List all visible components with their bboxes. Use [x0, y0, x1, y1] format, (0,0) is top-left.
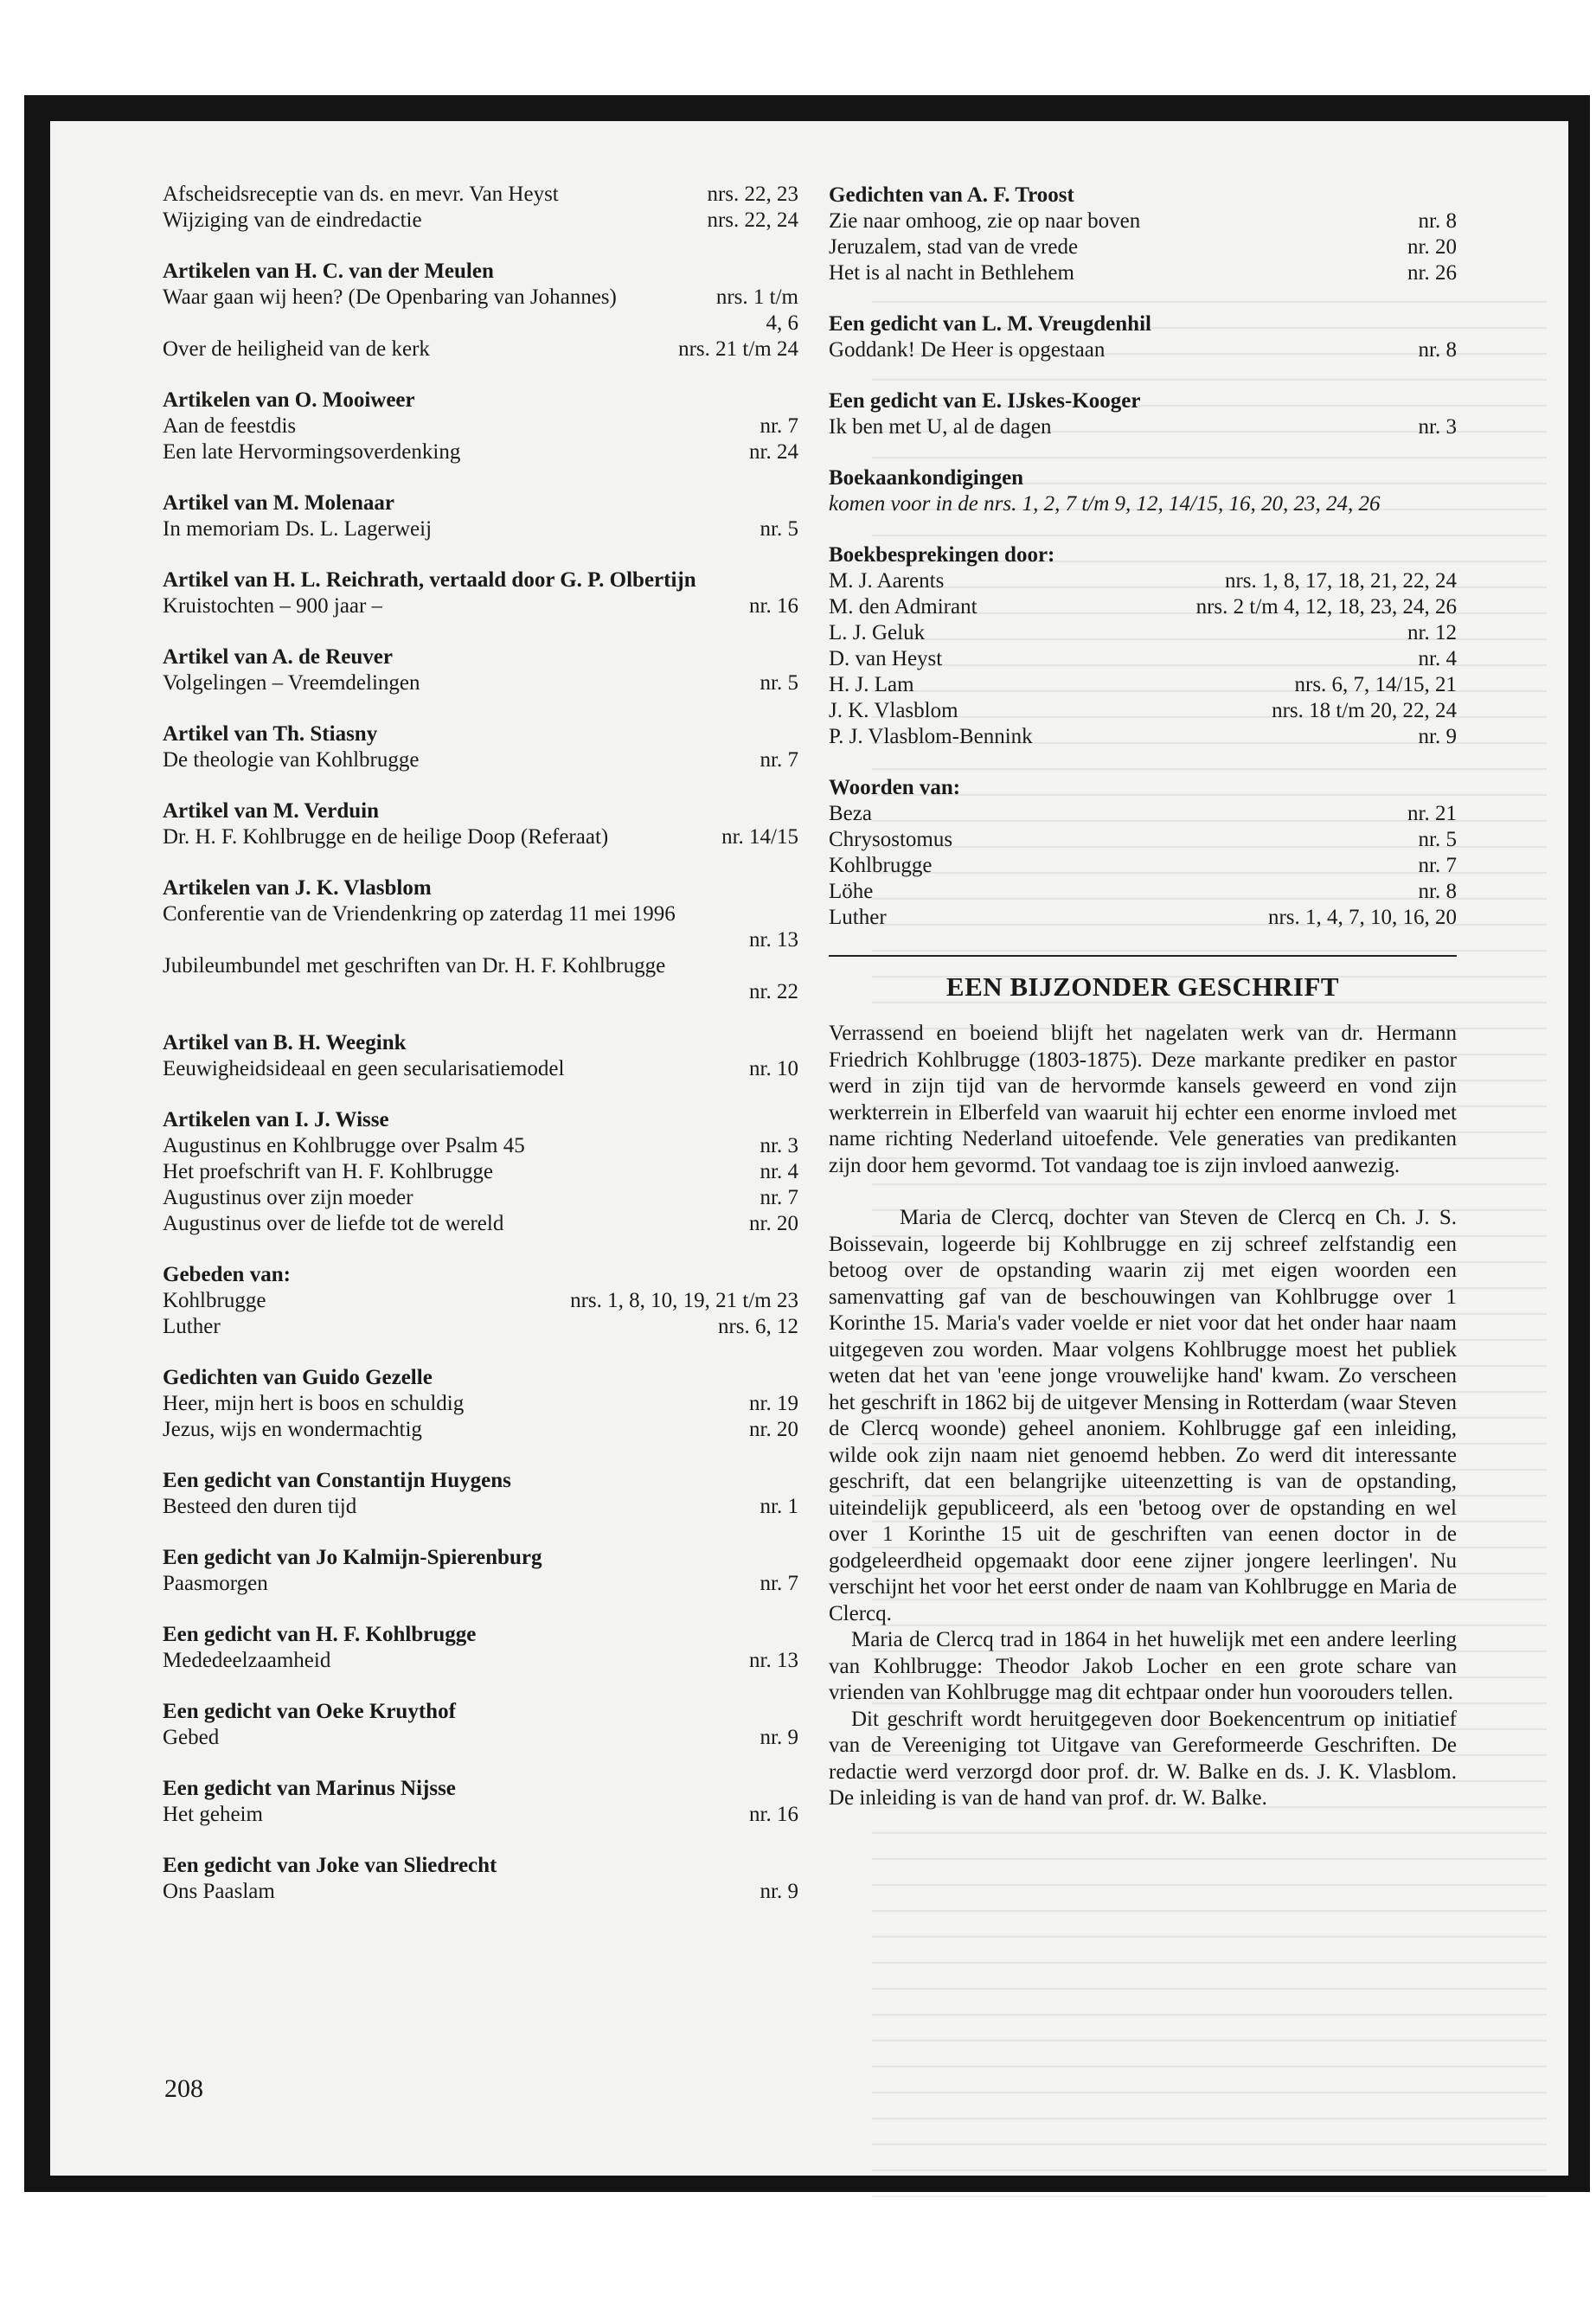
right-index-list: [829, 182, 1457, 931]
index-entry: [163, 413, 798, 439]
entry-reference: nr. 20: [749, 1212, 798, 1235]
index-section: [163, 798, 798, 850]
index-section: [829, 465, 1457, 517]
article-paragraph-2: Maria de Clercq, dochter van Steven de Clercq en Ch. J. S. Boissevain, logeerde bij Kohlbrugge en zij schreef zelfstandig een betoog over de opstanding waarin zij met eigen woorden een samenvatting gaf van de beschouwingen van Kohlbrugge over 1 Korinthe 15. Maria's vader voelde er niet voor dat het onder haar naam uitgegeven zou worden. Maar volgens Kohlbrugge moest het publiek weten dat het van 'eene jonge vrouwelijke hand' kwam. Zo verscheen het geschrift in 1862 bij de uitgever Mensing in Rotterdam (waar Steven de Clercq woonde) geheel anoniem. Kohlbrugge gaf een inleiding, wilde ook zijn naam niet genoemd hebben. Zo werd dit interessante geschrift, dat een belangrijke uiteenzetting is van de opstanding, uiteindelijk gepubliceerd, als een 'betoog over de opstanding en wel over 1 Korinthe 15 uit de geschriften van eenen doctor in de godgeleerdheid opgemaakt door eene zijner jongere leerlingen'. Nu verschijnt het voor het eerst onder de naam van Kohlbrugge en Maria de Clercq.: [829, 1206, 1457, 1625]
index-section: [163, 1544, 798, 1597]
index-entry: [829, 646, 1457, 672]
entry-title: Jezus, wijs en wondermachtig: [163, 1418, 422, 1441]
index-entry: [163, 1571, 798, 1597]
index-entry: [163, 285, 798, 311]
index-section: [829, 311, 1457, 363]
section-title: Gedichten van Guido Gezelle: [163, 1366, 433, 1389]
entry-reference: 4, 6: [766, 311, 798, 335]
section-title: Artikelen van H. C. van der Meulen: [163, 260, 494, 283]
entry-title: Wijziging van de eindredactie: [163, 208, 422, 232]
entry-reference: nr. 7: [760, 748, 798, 772]
entry-reference: nr. 24: [749, 440, 798, 464]
entry-title: Ik ben met U, al de dagen: [829, 415, 1052, 439]
index-entry: [163, 927, 798, 953]
section-title: Een gedicht van Jo Kalmijn-Spierenburg: [163, 1546, 542, 1569]
entry-title: H. J. Lam: [829, 673, 914, 696]
entry-reference: nr. 7: [1418, 854, 1457, 877]
index-entry: [163, 979, 798, 1005]
entry-title: Jeruzalem, stad van de vrede: [829, 235, 1079, 259]
index-section: [163, 490, 798, 542]
entry-title: Kruistochten – 900 jaar –: [163, 594, 383, 618]
entry-title: J. K. Vlasblom: [829, 699, 958, 722]
entry-reference: nr. 22: [749, 980, 798, 1003]
entry-title: In memoriam Ds. L. Lagerweij: [163, 517, 433, 541]
entry-reference: nrs. 22, 23: [707, 183, 798, 206]
entry-reference: nr. 9: [760, 1726, 798, 1749]
index-entry: [163, 670, 798, 696]
entry-reference: [1380, 492, 1387, 516]
index-section: [163, 1698, 798, 1751]
entry-reference: nr. 20: [1407, 235, 1457, 259]
index-entry: [163, 824, 798, 850]
index-entry: [163, 1494, 798, 1520]
entry-reference: nr. 1: [760, 1495, 798, 1518]
entry-title: Het is al nacht in Bethlehem: [829, 261, 1074, 285]
section-divider: [829, 955, 1457, 957]
entry-reference: nr. 7: [760, 1186, 798, 1209]
index-section: [163, 258, 798, 362]
article-paragraph-3: Maria de Clercq trad in 1864 in het huwelijk met een andere leerling van Kohlbrugge: Theodor Jakob Locher en een grote schare van vrienden van Kohlbrugge mag dit echtpaar onder hun voorouders tellen.: [829, 1628, 1457, 1704]
index-entry: [829, 414, 1457, 440]
index-entry: [829, 905, 1457, 931]
entry-title: Aan de feestdis: [163, 414, 297, 438]
entry-title: Afscheidsreceptie van ds. en mevr. Van Heyst: [163, 183, 559, 206]
entry-title: Ons Paaslam: [163, 1880, 275, 1903]
index-section: [163, 1621, 798, 1674]
entry-reference: nrs. 1 t/m: [715, 285, 798, 309]
entry-reference: nr. 5: [760, 671, 798, 695]
section-title: Artikel van B. H. Weegink: [163, 1031, 407, 1054]
index-entry: [163, 1314, 798, 1340]
entry-title: De theologie van Kohlbrugge: [163, 748, 420, 772]
entry-reference: nr. 13: [749, 1649, 798, 1672]
section-title: Een gedicht van Oeke Kruythof: [163, 1700, 456, 1723]
section-title: Artikelen van I. J. Wisse: [163, 1108, 389, 1131]
entry-title: D. van Heyst: [829, 647, 943, 670]
entry-reference: nr. 26: [1407, 261, 1457, 285]
entry-reference: nrs. 6, 12: [717, 1315, 798, 1338]
index-entry: [163, 208, 798, 234]
index-entry: [163, 1288, 798, 1314]
entry-title: Mededeelzaamheid: [163, 1649, 331, 1672]
entry-reference: nrs. 6, 7, 14/15, 21: [1294, 673, 1457, 696]
index-entry: [829, 879, 1457, 905]
index-section: [163, 387, 798, 465]
section-title: Boekaankondigingen: [829, 466, 1024, 490]
index-section: [163, 567, 798, 619]
index-entry: [163, 747, 798, 773]
index-entry: [829, 672, 1457, 698]
entry-title: Het proefschrift van H. F. Kohlbrugge: [163, 1160, 493, 1183]
index-section: [163, 1029, 798, 1082]
right-column: [829, 182, 1457, 1812]
entry-reference: nr. 3: [760, 1134, 798, 1157]
index-section: [829, 388, 1457, 440]
entry-title: Conferentie van de Vriendenkring op zaterdag 11 mei 1996: [163, 902, 676, 926]
entry-title: P. J. Vlasblom-Bennink: [829, 725, 1033, 748]
index-section: [163, 182, 798, 234]
section-title: Een gedicht van E. IJskes-Kooger: [829, 389, 1141, 413]
entry-reference: nrs. 1, 8, 17, 18, 21, 22, 24: [1224, 569, 1457, 593]
section-title: Woorden van:: [829, 776, 961, 799]
index-entry: [163, 182, 798, 208]
entry-reference: nr. 8: [1418, 209, 1457, 233]
entry-reference: nr. 8: [1418, 338, 1457, 362]
entry-reference: nr. 5: [760, 517, 798, 541]
index-entry: [829, 568, 1457, 594]
index-entry: [163, 1879, 798, 1905]
entry-reference: nr. 16: [749, 1803, 798, 1826]
index-section: [829, 542, 1457, 750]
entry-reference: nr. 9: [1418, 725, 1457, 748]
section-title: Een gedicht van L. M. Vreugdenhil: [829, 312, 1151, 336]
index-section: [829, 774, 1457, 931]
index-entry: [829, 620, 1457, 646]
entry-title: Gebed: [163, 1726, 220, 1749]
entry-reference: nr. 19: [749, 1392, 798, 1415]
entry-reference: nrs. 2 t/m 4, 12, 18, 23, 24, 26: [1195, 595, 1457, 619]
entry-title: Over de heiligheid van de kerk: [163, 337, 430, 361]
article-paragraph-4: Dit geschrift wordt heruitgegeven door Boekencentrum op initiatief van de Vereeniging tot Uitgave van Gereformeerde Geschriften. De redactie werd verzorgd door prof. dr. W. Balke en ds. J. K. Vlasblom. De inleiding is van de hand van prof. dr. W. Balke.: [829, 1707, 1457, 1810]
entry-reference: nr. 12: [1407, 621, 1457, 644]
section-title: Een gedicht van Constantijn Huygens: [163, 1469, 511, 1492]
index-entry: [163, 1391, 798, 1417]
index-entry: [163, 516, 798, 542]
index-entry: [829, 724, 1457, 750]
index-entry: [163, 1648, 798, 1674]
index-entry: [163, 1417, 798, 1443]
section-title: Een gedicht van H. F. Kohlbrugge: [163, 1623, 477, 1646]
index-section: [163, 1467, 798, 1520]
entry-reference: nr. 5: [1418, 828, 1457, 851]
entry-reference: nr. 21: [1407, 802, 1457, 825]
index-section: [163, 1364, 798, 1443]
entry-title: Een late Hervormingsoverdenking: [163, 440, 461, 464]
index-entry: [829, 491, 1457, 517]
entry-title: Chrysostomus: [829, 828, 953, 851]
entry-title: Kohlbrugge: [163, 1289, 266, 1312]
entry-reference: nr. 3: [1418, 415, 1457, 439]
entry-title: Jubileumbundel met geschriften van Dr. H. F. Kohlbrugge: [163, 954, 666, 977]
index-entry: [163, 901, 798, 927]
index-entry: [163, 1056, 798, 1082]
index-entry: [163, 1185, 798, 1211]
index-section: [829, 182, 1457, 286]
entry-title: Heer, mijn hert is boos en schuldig: [163, 1392, 465, 1415]
entry-title: Paasmorgen: [163, 1572, 268, 1595]
index-entry: [829, 234, 1457, 260]
entry-reference: nrs. 1, 8, 10, 19, 21 t/m 23: [570, 1289, 798, 1312]
index-entry: [163, 1133, 798, 1159]
entry-title: Volgelingen – Vreemdelingen: [163, 671, 420, 695]
entry-title: Waar gaan wij heen? (De Openbaring van Johannes): [163, 285, 617, 309]
section-title: Een gedicht van Marinus Nijsse: [163, 1777, 456, 1800]
section-title: Artikel van M. Verduin: [163, 799, 380, 823]
index-entry: [829, 337, 1457, 363]
entry-title: Luther: [829, 906, 887, 929]
entry-reference: [792, 953, 798, 979]
index-entry: [163, 1211, 798, 1237]
index-section: [163, 1106, 798, 1237]
index-entry: [163, 439, 798, 465]
entry-title: Dr. H. F. Kohlbrugge en de heilige Doop (Referaat): [163, 825, 609, 849]
entry-title: Zie naar omhoog, zie op naar boven: [829, 209, 1141, 233]
entry-reference: nr. 8: [1418, 880, 1457, 903]
index-section: [163, 1852, 798, 1905]
entry-reference: nrs. 18 t/m 20, 22, 24: [1272, 699, 1457, 722]
section-title: Artikel van M. Molenaar: [163, 491, 395, 515]
section-title: Artikel van H. L. Reichrath, vertaald door G. P. Olbertijn: [163, 568, 696, 592]
index-entry: [163, 593, 798, 619]
index-entry: [829, 208, 1457, 234]
index-entry: [163, 336, 798, 362]
entry-title: Het geheim: [163, 1803, 263, 1826]
index-section: [163, 644, 798, 696]
entry-reference: nr. 7: [760, 1572, 798, 1595]
section-title: Gedichten van A. F. Troost: [829, 183, 1074, 207]
entry-title: Luther: [163, 1315, 221, 1338]
section-title: Gebeden van:: [163, 1263, 291, 1286]
index-section: [163, 875, 798, 1005]
section-title: Artikel van A. de Reuver: [163, 645, 393, 669]
entry-title: Löhe: [829, 880, 874, 903]
entry-title: Goddank! De Heer is opgestaan: [829, 338, 1106, 362]
index-section: [163, 1261, 798, 1340]
entry-title: L. J. Geluk: [829, 621, 926, 644]
index-entry: [163, 311, 798, 336]
index-entry: [163, 953, 798, 979]
index-entry: [163, 1725, 798, 1751]
index-entry: [829, 827, 1457, 853]
index-entry: [829, 853, 1457, 879]
entry-reference: nr. 10: [749, 1057, 798, 1080]
entry-title: Augustinus over zijn moeder: [163, 1186, 413, 1209]
entry-reference: nr. 9: [760, 1880, 798, 1903]
entry-title: Augustinus over de liefde tot de wereld: [163, 1212, 504, 1235]
entry-reference: nrs. 1, 4, 7, 10, 16, 20: [1267, 906, 1457, 929]
section-title: Artikelen van J. K. Vlasblom: [163, 876, 432, 900]
entry-title: Beza: [829, 802, 872, 825]
entry-title: komen voor in de nrs. 1, 2, 7 t/m 9, 12, 14/15, 16, 20, 23, 24, 26: [829, 492, 1381, 516]
index-entry: [829, 594, 1457, 620]
entry-reference: nr. 7: [760, 414, 798, 438]
entry-title: M. J. Aarents: [829, 569, 945, 593]
index-section: [163, 1775, 798, 1828]
entry-reference: nrs. 22, 24: [707, 208, 798, 232]
index-entry: [829, 260, 1457, 286]
index-entry: [829, 698, 1457, 724]
section-title: Boekbesprekingen door:: [829, 543, 1055, 567]
index-section: [163, 721, 798, 773]
index-entry: [163, 1159, 798, 1185]
index-entry: [163, 1802, 798, 1828]
entry-reference: nrs. 21 t/m 24: [678, 337, 798, 361]
entry-reference: nr. 20: [749, 1418, 798, 1441]
entry-title: Besteed den duren tijd: [163, 1495, 357, 1518]
entry-title: M. den Admirant: [829, 595, 977, 619]
entry-reference: nr. 14/15: [721, 825, 798, 849]
left-column: [163, 182, 798, 1929]
entry-reference: nr. 16: [749, 594, 798, 618]
section-title: Artikelen van O. Mooiweer: [163, 388, 415, 412]
page-number: 208: [164, 2074, 203, 2103]
entry-reference: nr. 4: [760, 1160, 798, 1183]
entry-reference: nr. 13: [749, 928, 798, 952]
entry-reference: [676, 902, 683, 926]
entry-reference: nr. 4: [1418, 647, 1457, 670]
article-paragraph-1: Verrassend en boeiend blijft het nagelaten werk van dr. Hermann Friedrich Kohlbrugge (1803-1875). Deze markante prediker en pastor werd in zijn tijd van de hervormde kansels geweerd en vond zijn werkterrein in Elberfeld van waaruit hij echter een enorme invloed met name richting Nederland uitoefende. Vele generaties van predikanten zijn door hem gevormd. Tot vandaag toe is zijn invloed aanwezig.: [829, 1022, 1457, 1177]
section-title: Een gedicht van Joke van Sliedrecht: [163, 1854, 497, 1877]
article-heading: EEN BIJZONDER GESCHRIFT: [945, 971, 1340, 1002]
entry-title: Kohlbrugge: [829, 854, 933, 877]
entry-title: Eeuwigheidsideaal en geen secularisatiemodel: [163, 1057, 565, 1080]
index-entry: [829, 801, 1457, 827]
section-title: Artikel van Th. Stiasny: [163, 722, 378, 746]
entry-title: Augustinus en Kohlbrugge over Psalm 45: [163, 1134, 525, 1157]
